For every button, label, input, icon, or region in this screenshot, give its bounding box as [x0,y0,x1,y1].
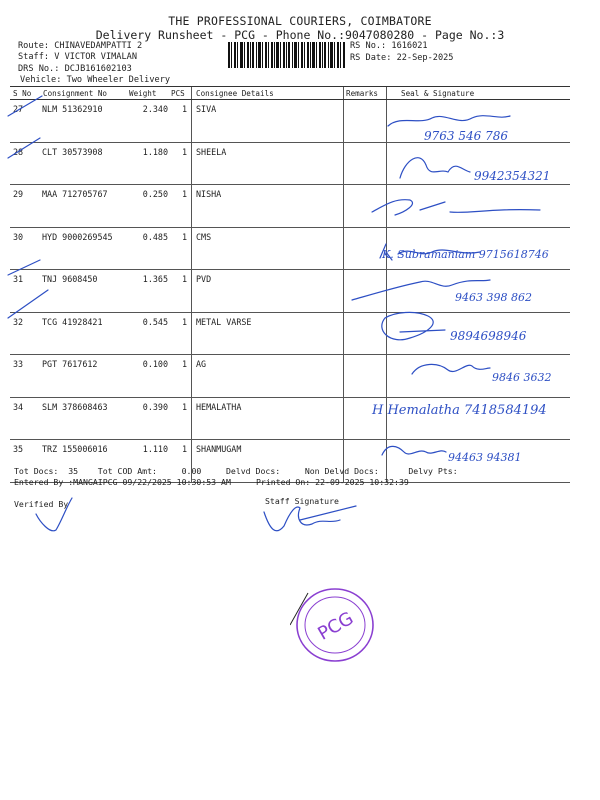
row-consignee: SHEELA [192,142,344,185]
drs-label: DRS No.: DCJB161602103 [18,64,132,74]
company-title: THE PROFESSIONAL COURIERS, COIMBATORE [168,14,432,28]
row-pcs: 1 [169,100,192,143]
col-sno: S No [10,87,41,100]
strike-mark-27 [8,96,42,116]
row-consignment: MAA 712705767 [41,185,127,228]
col-consignment: Consignment No [41,87,127,100]
row-pcs: 1 [169,185,192,228]
rs-date: RS Date: 22-Sep-2025 [350,53,454,63]
row-weight: 0.485 [127,227,169,270]
handwritten-name-row30: K. Subramaniam 9715618746 [382,248,549,261]
row-sno: 33 [10,355,41,398]
row-pcs: 1 [169,312,192,355]
row-sno: 29 [10,185,41,228]
strike-mark-31 [8,260,40,275]
row-pcs: 1 [169,397,192,440]
col-pcs: PCS [169,87,192,100]
handwritten-phone-row32: 9894698946 [450,329,527,343]
row-consignment: HYD 9000269545 [41,227,127,270]
row-consignee: SHANMUGAM [192,440,344,483]
row-consignment: CLT 30573908 [41,142,127,185]
pcg-stamp [290,585,380,665]
row-sno: 30 [10,227,41,270]
row-weight: 0.545 [127,312,169,355]
strike-mark-28 [8,138,40,158]
strike-mark-32 [8,290,48,318]
row-consignee: METAL VARSE [192,312,344,355]
row-pcs: 1 [169,227,192,270]
row-consignment: TNJ 9608450 [41,270,127,313]
row-sno: 32 [10,312,41,355]
row-pcs: 1 [169,440,192,483]
row-weight: 0.250 [127,185,169,228]
handwritten-phone-row33: 9846 3632 [492,371,552,384]
row-consignment: NLM 51362910 [41,100,127,143]
staff-signature-label: Staff Signature [265,496,339,506]
row-pcs: 1 [169,270,192,313]
totals-line: Tot Docs: 35 Tot COD Amt: 0.00 Delvd Docs: Non Delvd Docs: Delvy Pts: [14,466,458,476]
row-pcs: 1 [169,355,192,398]
printed-on: Printed On: 22-09-2025 10:32:39 [256,477,409,487]
row-weight: 0.100 [127,355,169,398]
signature-row29-tail [450,210,540,213]
route-label: Route: CHINAVEDAMPATTI 2 [18,41,143,51]
signature-row27 [388,116,510,126]
handwritten-phone-row31: 9463 398 862 [455,291,532,304]
col-remarks: Remarks [344,87,387,100]
col-seal: Seal & Signature [387,87,571,100]
row-weight: 2.340 [127,100,169,143]
row-weight: 0.390 [127,397,169,440]
handwritten-phone-row35: 94463 94381 [448,451,522,464]
signature-row32 [382,312,445,339]
staff-label: Staff: V VICTOR VIMALAN [18,52,137,62]
col-consignee: Consignee Details [192,87,344,100]
row-consignee: PVD [192,270,344,313]
row-weight: 1.365 [127,270,169,313]
handwritten-name-row34: H Hemalatha 7418584194 [372,403,547,418]
signature-row28 [400,158,470,178]
row-consignment: TRZ 155006016 [41,440,127,483]
verified-by-label: Verified By [14,499,69,509]
row-consignee: SIVA [192,100,344,143]
entered-by: Entered By :MANGAIPCG 09/22/2025 10:30:53 AM [14,477,231,487]
handwritten-phone-row28: 9942354321 [474,169,551,183]
row-weight: 1.180 [127,142,169,185]
stamp-text: PCG [314,607,358,645]
row-consignment: PGT 7617612 [41,355,127,398]
row-weight: 1.110 [127,440,169,483]
row-consignee: NISHA [192,185,344,228]
runsheet-subtitle: Delivery Runsheet - PCG - Phone No.:9047080280 - Page No.:3 [95,28,505,42]
row-sno: 34 [10,397,41,440]
rs-number: RS No.: 1616021 [350,41,428,51]
row-sno: 28 [10,142,41,185]
signature-row29 [372,200,445,215]
row-sno: 35 [10,440,41,483]
staff-signature [264,506,356,531]
signature-row35 [382,446,446,455]
row-sno: 31 [10,270,41,313]
signature-row33 [412,364,490,374]
col-weight: Weight [127,87,169,100]
handwritten-phone-row27: 9763 546 786 [424,129,508,143]
row-pcs: 1 [169,142,192,185]
row-consignee: HEMALATHA [192,397,344,440]
row-consignee: AG [192,355,344,398]
row-sno: 27 [10,100,41,143]
vehicle-label: Vehicle: Two Wheeler Delivery [20,75,171,85]
row-consignment: TCG 41928421 [41,312,127,355]
row-consignee: CMS [192,227,344,270]
row-consignment: SLM 378608463 [41,397,127,440]
